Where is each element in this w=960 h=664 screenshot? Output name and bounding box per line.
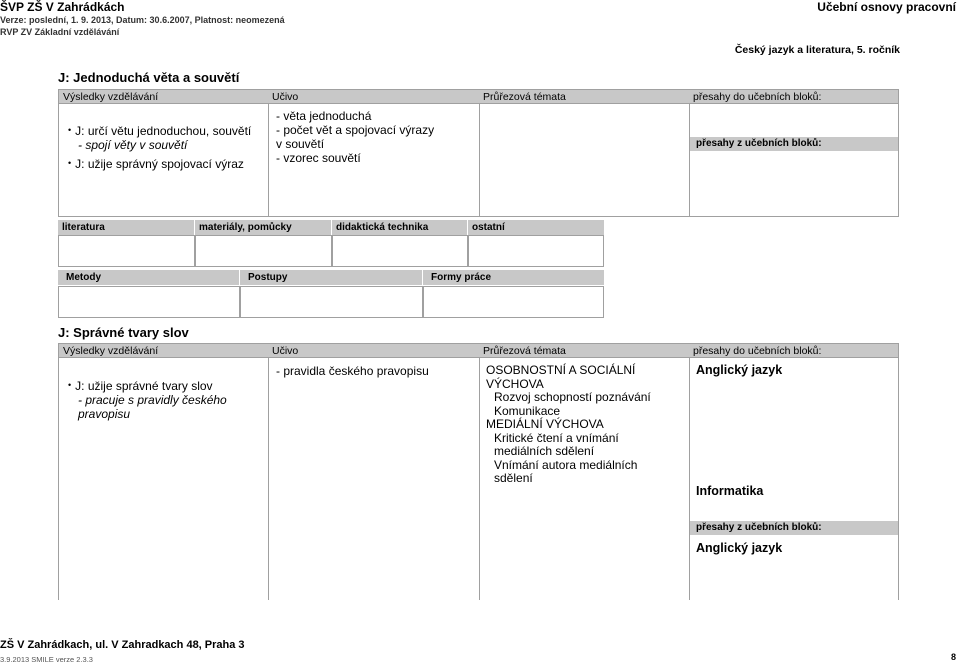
col-cross-header: Průřezová témata <box>483 345 566 357</box>
cross-topic: MEDIÁLNÍ VÝCHOVA <box>486 417 604 431</box>
outcome-item: • J: užije správný spojovací výraz <box>68 157 244 171</box>
section1-title: J: Jednoduchá věta a souvětí <box>58 70 240 85</box>
methods-table <box>58 270 604 318</box>
section2-curriculum <box>276 364 429 378</box>
outcome-sub: - spojí věty v souvětí <box>78 138 188 152</box>
postupy-cell <box>240 286 423 318</box>
res-ostatni-cell <box>468 235 604 267</box>
document-title: ŠVP ZŠ V Zahrádkách <box>0 0 125 14</box>
section1-outcomes <box>68 123 268 171</box>
res-literatura-header: literatura <box>58 220 194 235</box>
cross-topic: OSOBNOSTNÍ A SOCIÁLNÍ <box>486 363 636 377</box>
outcome-item: • J: určí větu jednoduchou, souvětí <box>68 124 252 138</box>
col-overlap-to-header: přesahy do učebních bloků: <box>693 91 822 103</box>
curriculum-line: v souvětí <box>276 137 325 151</box>
cross-topic: VÝCHOVA <box>486 376 544 391</box>
formy-cell <box>423 286 604 318</box>
section2-overlap-from-header: přesahy z učebních bloků: <box>690 521 898 535</box>
cross-subtopic: Rozvoj schopností poznávání <box>494 390 651 404</box>
version-line: Verze: poslední, 1. 9. 2013, Datum: 30.6.2007, Platnost: neomezená <box>0 15 285 25</box>
subject-label: Český jazyk a literatura, 5. ročník <box>734 44 900 56</box>
postupy-header: Postupy <box>240 270 422 285</box>
divider <box>689 104 690 217</box>
divider <box>268 358 269 600</box>
divider <box>479 104 480 217</box>
section1-curriculum <box>276 109 434 165</box>
methods-header: Metody <box>58 270 239 285</box>
col-cross-header: Průřezová témata <box>483 91 566 103</box>
curriculum-line: - pravidla českého pravopisu <box>276 364 429 378</box>
methods-cell <box>58 286 240 318</box>
outcome-sub: - pracuje s pravidly českého <box>78 393 227 407</box>
outcome-item: • J: užije správné tvary slov <box>68 379 213 393</box>
footer-version: 3.9.2013 SMILE verze 2.3.3 <box>0 655 93 664</box>
divider <box>268 104 269 217</box>
col-curriculum-header: Učivo <box>272 91 299 103</box>
divider <box>689 358 690 600</box>
section1-overlap-from-header: přesahy z učebních bloků: <box>690 137 898 151</box>
col-outcomes-header: Výsledky vzdělávání <box>63 345 159 357</box>
res-materialy-header: materiály, pomůcky <box>195 220 331 235</box>
page-number: 8 <box>950 652 956 662</box>
footer-school: ZŠ V Zahrádkach, ul. V Zahradkach 48, Praha 3 <box>0 639 245 651</box>
col-curriculum-header: Učivo <box>272 345 299 357</box>
overlap-to-item: Informatika <box>696 484 764 498</box>
overlap-from-item: Anglický jazyk <box>696 541 783 555</box>
overlap-to-item: Anglický jazyk <box>696 363 783 377</box>
section2-outcomes <box>68 378 268 421</box>
divider <box>479 358 480 600</box>
section1-header-row <box>58 89 899 104</box>
rvp-line: RVP ZV Základní vzdělávání <box>0 27 120 37</box>
res-literatura-cell <box>58 235 195 267</box>
res-didakticka-header: didaktická technika <box>332 220 467 235</box>
curriculum-line: - vzorec souvětí <box>276 151 361 165</box>
resources-table <box>58 220 604 267</box>
cross-subtopic: Kritické čtení a vnímání <box>494 430 619 445</box>
res-didakticka-cell <box>332 235 468 267</box>
cross-subtopic: Vnímání autora mediálních <box>494 457 638 472</box>
section2-title: J: Správné tvary slov <box>58 325 189 340</box>
col-overlap-to-header: přesahy do učebních bloků: <box>693 345 822 357</box>
document-type: Učební osnovy pracovní <box>817 0 956 14</box>
cross-subtopic: mediálních sdělení <box>494 444 595 458</box>
outcome-sub: pravopisu <box>78 407 131 421</box>
col-outcomes-header: Výsledky vzdělávání <box>63 91 159 103</box>
curriculum-line: - počet vět a spojovací výrazy <box>276 123 435 137</box>
res-ostatni-header: ostatní <box>468 220 604 235</box>
formy-header: Formy práce <box>423 270 604 285</box>
curriculum-line: - věta jednoduchá <box>276 109 372 123</box>
section2-header-row <box>58 343 899 358</box>
cross-subtopic: sdělení <box>494 471 533 485</box>
cross-subtopic: Komunikace <box>494 403 561 418</box>
res-materialy-cell <box>195 235 332 267</box>
section2-cross-topics <box>486 364 651 486</box>
